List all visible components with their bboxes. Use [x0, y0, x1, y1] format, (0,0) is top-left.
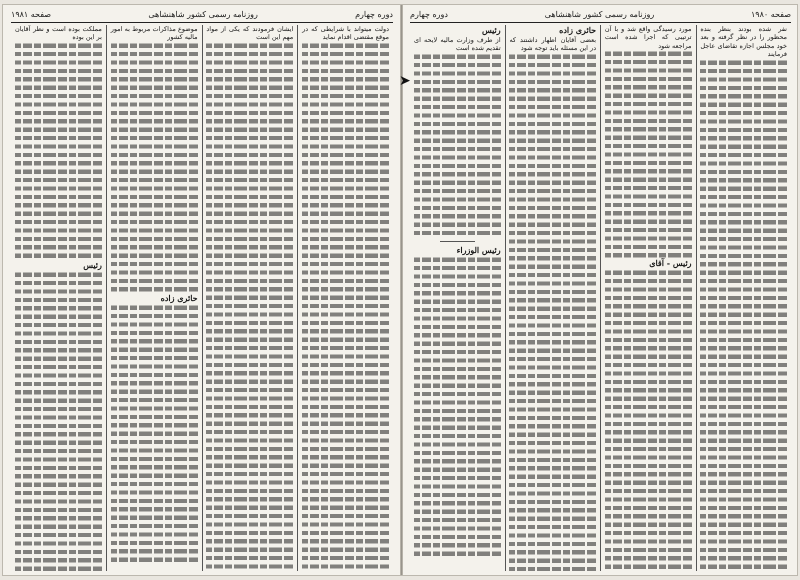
- right-col4-speaker-a: رئیس: [481, 25, 501, 35]
- right-col4-text: از طرف وزارت مالیه لایحه ای تقدیم شده است: [413, 36, 501, 53]
- left-col1-body-text: [302, 42, 389, 571]
- left-col4-body-text-b: [15, 271, 102, 571]
- newspaper-spread: [2, 4, 798, 576]
- right-col2-body-text-a: [605, 50, 692, 257]
- left-page-title: روزنامه رسمی کشور شاهنشاهی: [148, 10, 258, 19]
- right-col3-text: بعضی آقایان اظهار داشتند که در این مسئله باید توجه شود: [509, 36, 597, 53]
- left-col3-text: موضوع مذاکرات مربوط به امور مالیه کشور: [110, 25, 198, 42]
- right-page-session: دوره چهارم: [410, 10, 448, 19]
- bookmark-arrow-icon: ➤: [399, 73, 411, 89]
- left-page-columns: [11, 25, 393, 571]
- left-col2-body-text: [206, 42, 293, 571]
- right-col4-speaker-b: رئیس الوزراء: [456, 245, 501, 256]
- right-column-1: [696, 25, 791, 571]
- section-separator: [440, 241, 475, 242]
- left-col4-speaker: رئیس: [83, 260, 102, 271]
- right-page-title: روزنامه رسمی کشور شاهنشاهی: [544, 10, 655, 19]
- right-col2-body-text-b: [605, 269, 692, 571]
- right-col3-body-text: [509, 53, 596, 571]
- left-column-2: [202, 25, 297, 571]
- left-col3-body-text-a: [111, 42, 198, 293]
- right-col3-speaker: حائری زاده: [559, 25, 597, 35]
- right-col2-speaker: رئیس - آقای: [649, 257, 692, 268]
- right-col1-text: نفر شده بودند بنظر بنده محظور را در نظر گرفته و بعد خود مجلس اجازه تقاضای عاجل فرمایند: [700, 25, 787, 59]
- left-col4-body-text-a: [15, 42, 102, 260]
- left-column-3: [107, 25, 202, 571]
- book-gutter: [400, 5, 403, 575]
- right-page-header: [410, 8, 791, 23]
- left-col3-body-text-b: [111, 304, 198, 566]
- right-column-4: [410, 25, 505, 571]
- left-page-number: صفحه ۱۹۸۱: [11, 10, 52, 19]
- left-page-header: [11, 8, 393, 23]
- right-column-2: [601, 25, 696, 571]
- left-column-1: [298, 25, 393, 571]
- right-col4-body-text-b: [414, 256, 501, 556]
- right-column-3: [505, 25, 600, 571]
- left-col4-text: مملکت بوده است و نظر آقایان بر این بوده: [14, 25, 102, 42]
- left-page-session: دوره چهارم: [355, 10, 393, 19]
- left-column-4: [11, 25, 106, 571]
- left-col3-speaker: حائری زاده: [160, 292, 198, 303]
- left-col1-text: دولت میتواند با شرایطی که در موقع مقتضی اقدام نماید: [302, 25, 389, 42]
- right-page-columns: [410, 25, 791, 571]
- right-col4-body-text-a: [414, 53, 501, 239]
- right-page-number: صفحه ۱۹۸۰: [750, 10, 791, 19]
- right-col1-body-text: [700, 59, 787, 571]
- right-col2-text: مورد رسیدگی واقع شد و با آن ترتیبی که اجرا شده است مراجعه شود: [604, 25, 692, 50]
- left-col2-text: ایشان فرمودند که یکی از مواد مهم این است: [206, 25, 294, 42]
- left-page: [5, 5, 399, 575]
- right-page: [404, 5, 797, 575]
